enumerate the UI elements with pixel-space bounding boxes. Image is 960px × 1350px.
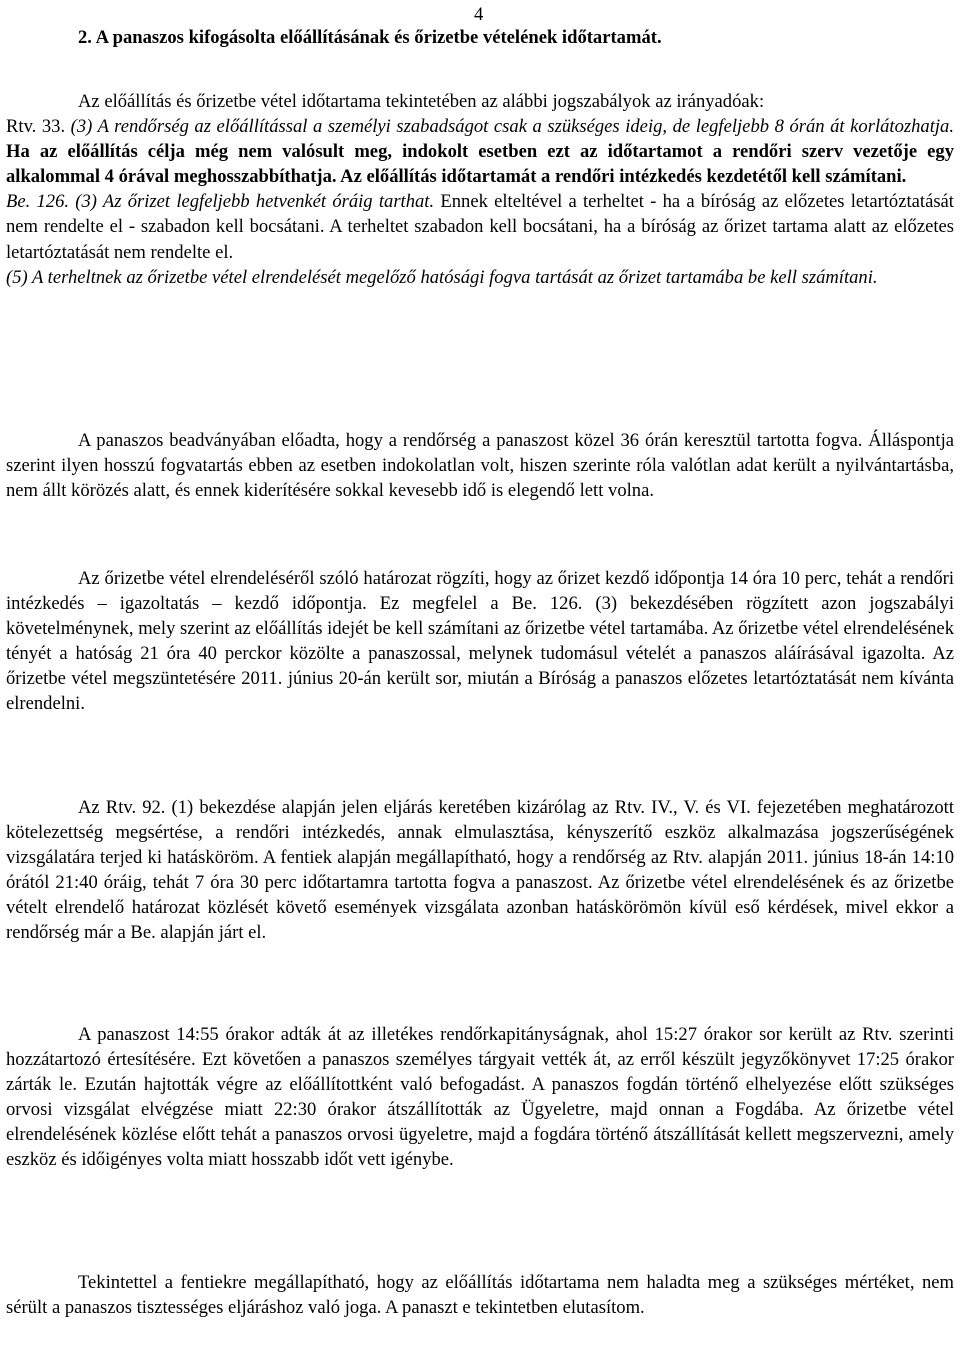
paragraph-conclusion: Tekintettel a fentiekre megállapítható, hogy az előállítás időtartama nem haladta meg a szükséges mértéket, nem sérült a panaszos tisztességes eljáráshoz való joga. A panaszt e tekintetben elutasítom. [6, 1272, 954, 1319]
legal-rules-block [6, 89, 954, 290]
paragraph-complaint: A panaszos beadványában előadta, hogy a rendőrség a panaszost közel 36 órán keresztül tartotta fogva. Álláspontja szerint ilyen hosszú fogvatartás ebben az esetben indokolatlan volt, hiszen szerinte róla valótlan adat került a nyilvántartásba, nem állt körözés alatt, és ennek kiderítésére sokkal kevesebb idő is elegendő lett volna. [6, 430, 954, 502]
page-number: 4 [474, 4, 484, 25]
rtv-reference: Rtv. 33. [6, 116, 66, 138]
be-quote-plain: Ennek elteltével a terheltet - ha a bíróság az előzetes letartóztatását nem rendelte el - szabadon kell bocsátani. A terheltet szabadon kell bocsátani, ha a bíróság az őrizet tartama alatt az előzetes letartóztatását nem rendelte el. [6, 191, 954, 263]
be-paragraph-5: (5) A terheltnek az őrizetbe vétel elrendelését megelőző hatósági fogva tartását az őrizet tartamába be kell számítani. [6, 266, 878, 288]
rtv-quote-bold: Ha az előállítás célja még nem valósult meg, indokolt esetben ezt az időtartamot a rendőri szerv vezetője egy alkalommal 4 órával meghosszabbíthatja. Az előállítás időtartamát a rendőri intézkedés kezdetétől kell számítani. [6, 141, 954, 188]
be-reference: Be. 126. [6, 191, 70, 213]
rules-intro: Az előállítás és őrizetbe vétel időtartama tekintetében az alábbi jogszabályok az irányadóak: [78, 91, 765, 112]
rtv-quote-italic: (3) A rendőrség az előállítással a személyi szabadságot csak a szükséges ideig, de legfeljebb 8 órán át korlátozhatja. [65, 116, 954, 138]
be-quote-italic: (3) Az őrizet legfeljebb hetvenkét óráig tarthat. [69, 191, 435, 213]
paragraph-detention-decision: Az őrizetbe vétel elrendeléséről szóló határozat rögzíti, hogy az őrizet kezdő időpontja 14 óra 10 perc, tehát a rendőri intézkedés – igazoltatás – kezdő időpontja. Ez megfelel a Be. 126. (3) bekezdésében rögzített azon jogszabályi követelménynek, mely szerint az előállítás idejét be kell számítani az őrizetbe vétel tartamába. Az őrizetbe vétel elrendelésének tényét a hatóság 21 óra 40 perckor közölte a panaszossal, melynek tudomásul vételét a panaszos aláírásával igazolta. Az őrizetbe vétel megszüntetésére 2011. június 20-án került sor, miután a Bíróság a panaszos előzetes letartóztatását nem kívánta elrendelni. [6, 568, 954, 715]
paragraph-timeline: A panaszost 14:55 órakor adták át az illetékes rendőrkapitányságnak, ahol 15:27 órakor sor került az Rtv. szerinti hozzátartozó értesítésére. Ezt követően a panaszos személyes tárgyait vették át, az erről készült jegyzőkönyvet 17:25 órakor zárták le. Ezután hajtották végre az előállítottként való befogadást. A panaszos fogdán történő elhelyezése előtt szükséges orvosi vizsgálat elvégzése miatt 22:30 órakor átszállították az Ügyeletre, majd onnan a Fogdába. Az őrizetbe vétel elrendelésének közlése előtt tehát a panaszos orvosi ügyeletre, majd a fogdára történő átszállítását kellett megszervezni, amely eszköz és időigényes volta miatt hosszabb időt vett igénybe. [6, 1024, 954, 1171]
section-heading: 2. A panaszos kifogásolta előállításának és őrizetbe vételének időtartamát. [78, 27, 662, 48]
paragraph-jurisdiction: Az Rtv. 92. (1) bekezdése alapján jelen eljárás keretében kizárólag az Rtv. IV., V. és VI. fejezetében meghatározott kötelezettség megsértése, a rendőri intézkedés, annak elmulasztása, kényszerítő eszköz alkalmazása jogszerűségének vizsgálatára terjed ki hatásköröm. A fentiek alapján megállapítható, hogy a rendőrség az Rtv. alapján 2011. június 18-án 14:10 órától 21:40 óráig, tehát 7 óra 30 perc időtartamra tartotta fogva a panaszost. Az őrizetbe vétel elrendelésének és az őrizetbe vételt elrendelő határozat közlését követő események vizsgálata azonban hatáskörömön kívül eső kérdések, mivel ekkor a rendőrség már a Be. alapján járt el. [6, 797, 954, 944]
